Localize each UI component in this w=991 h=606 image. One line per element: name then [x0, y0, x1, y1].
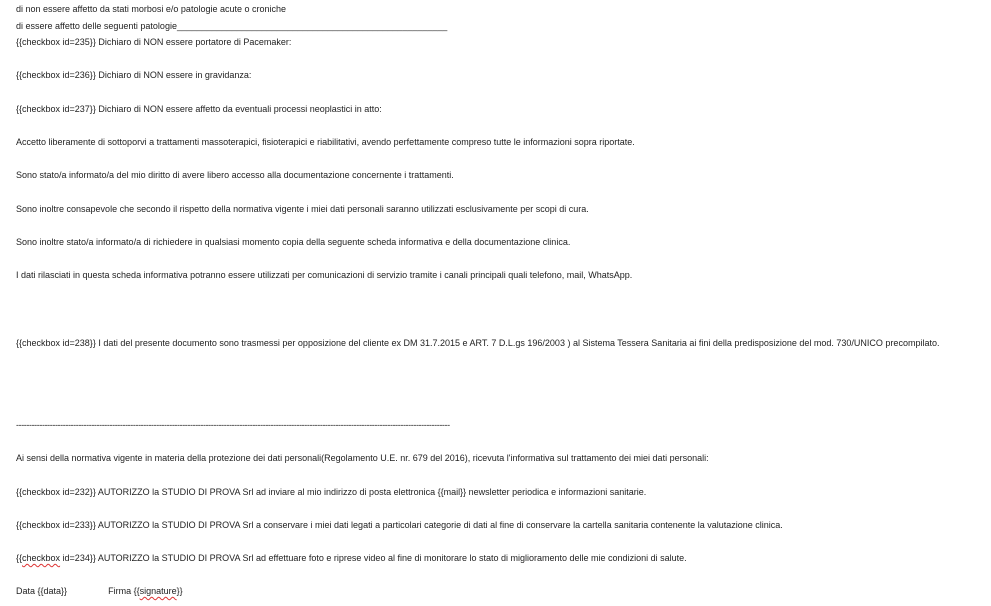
copy-request-line: Sono inoltre stato/a informato/a di richiedere in qualsiasi momento copia della seguente scheda informativa e della documentazione clinica.	[16, 237, 571, 247]
consent-treatment-line: Accetto liberamente di sottoporvi a trattamenti massoterapici, fisioterapici e riabilitativi, avendo perfettamente compreso tutte le informazioni sopra riportate.	[16, 137, 635, 147]
health-statement-line: di non essere affetto da stati morbosi e/o patologie acute o croniche	[16, 4, 287, 14]
records-authorization-line: {{checkbox id=233}} AUTORIZZO la STUDIO DI PROVA Srl a conservare i miei dati legati a particolari categorie di dati al fine di conservare la cartella sanitaria contenente la valutazione clinica.	[16, 520, 783, 530]
signature-placeholder: signature	[139, 586, 177, 596]
privacy-awareness-line: Sono inoltre consapevole che secondo il rispetto della normativa vigente i miei dati personali saranno utilizzati esclusivamente per scopi di cura.	[16, 204, 589, 214]
pregnancy-checkbox-line: {{checkbox id=236}} Dichiaro di NON essere in gravidanza:	[16, 70, 252, 80]
privacy-regulation-line: Ai sensi della normativa vigente in materia della protezione dei dati personali(Regolamento U.E. nr. 679 del 2016), ricevuta l'informativa sul trattamento dei miei dati personali:	[16, 453, 709, 463]
signature-field-suffix: }}	[176, 586, 183, 596]
footer-row	[16, 585, 183, 598]
newsletter-authorization-line: {{checkbox id=232}} AUTORIZZO la STUDIO DI PROVA Srl ad inviare al mio indirizzo di posta elettronica {{mail}} newsletter periodica e informazioni sanitarie.	[16, 487, 647, 497]
separator-line: -----------------------------------------------------------------------------------------------------------------------------------------------------------------------	[16, 420, 450, 430]
photo-authorization-line	[16, 552, 687, 565]
neoplastic-checkbox-line: {{checkbox id=237}} Dichiaro di NON essere affetto da eventuali processi neoplastici in atto:	[16, 104, 382, 114]
communication-line: I dati rilasciati in questa scheda informativa potranno essere utilizzati per comunicazioni di servizio tramite i canali principali quali telefono, mail, WhatsApp.	[16, 270, 633, 280]
date-field-label: Data {{data}}	[16, 586, 68, 596]
pathologies-line: di essere affetto delle seguenti patologie______________________________________________________	[16, 21, 448, 31]
spellcheck-word: checkbox	[22, 553, 61, 563]
signature-field-prefix: Firma {{	[108, 586, 140, 596]
photo-auth-text: id=234}} AUTORIZZO la STUDIO DI PROVA Srl ad effettuare foto e riprese video al fine di monitorare lo stato di miglioramento delle mie condizioni di salute.	[60, 553, 687, 563]
pacemaker-checkbox-line: {{checkbox id=235}} Dichiaro di NON essere portatore di Pacemaker:	[16, 37, 292, 47]
informed-access-line: Sono stato/a informato/a del mio diritto di avere libero accesso alla documentazione concernente i trattamenti.	[16, 170, 454, 180]
photo-auth-prefix: {{	[16, 553, 23, 563]
tessera-sanitaria-checkbox-line: {{checkbox id=238}} I dati del presente documento sono trasmessi per opposizione del cliente ex DM 31.7.2015 e ART. 7 D.L.gs 196/2003 ) al Sistema Tessera Sanitaria ai fini della predisposizione del mod. 730/UNICO precompilato.	[16, 338, 940, 348]
